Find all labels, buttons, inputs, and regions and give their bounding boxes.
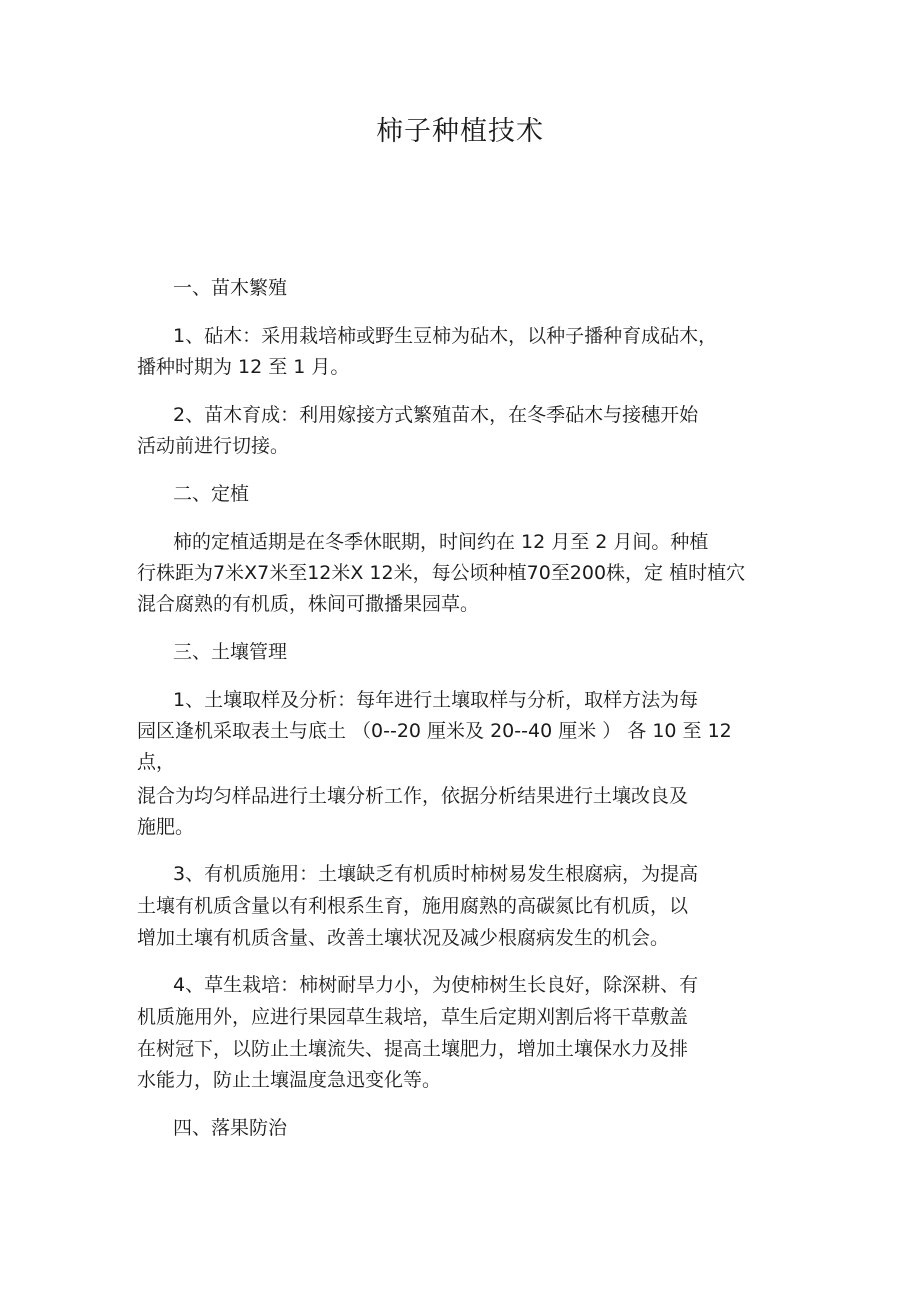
section-heading-fruit-drop-prevention: 四、落果防治 bbox=[173, 1117, 288, 1139]
document-title: 柿子种植技术 bbox=[376, 116, 544, 147]
paragraph-line: 播种时期为 12 至 1 月。 bbox=[137, 356, 350, 378]
section-heading-soil-management: 三、土壤管理 bbox=[173, 641, 288, 663]
paragraph-line: 机质施用外，应进行果园草生栽培，草生后定期刈割后将干草敷盖 bbox=[137, 1006, 689, 1028]
paragraph-line: 4、草生栽培：柿树耐旱力小，为使柿树生长良好，除深耕、有 bbox=[173, 974, 699, 996]
paragraph-line: 1、土壤取样及分析：每年进行土壤取样与分析，取样方法为每 bbox=[173, 689, 699, 711]
paragraph-line: 行株距为7米X7米至12米X 12米，每公顷种植70至200株，定 植时植穴 bbox=[137, 562, 746, 584]
paragraph-line: 增加土壤有机质含量、改善土壤状况及减少根腐病发生的机会。 bbox=[137, 927, 670, 949]
paragraph-line: 水能力，防止土壤温度急迅变化等。 bbox=[137, 1069, 442, 1091]
paragraph-line: 1、砧木：采用栽培柿或野生豆柿为砧木，以种子播种育成砧木， bbox=[173, 325, 718, 347]
paragraph-line: 活动前进行切接。 bbox=[137, 435, 290, 457]
paragraph-line: 3、有机质施用：土壤缺乏有机质时柿树易发生根腐病，为提高 bbox=[173, 863, 699, 885]
paragraph-line: 园区逢机采取表土与底土 （0--20 厘米及 20--40 厘米 ） 各 10 至 12 bbox=[137, 720, 732, 742]
section-heading-planting: 二、定植 bbox=[173, 483, 250, 505]
paragraph-line: 施肥。 bbox=[137, 816, 195, 838]
paragraph-line: 混合为均匀样品进行土壤分析工作，依据分析结果进行土壤改良及 bbox=[137, 785, 689, 807]
section-heading-seedling-propagation: 一、苗木繁殖 bbox=[173, 277, 288, 299]
paragraph-line: 点， bbox=[137, 751, 176, 773]
paragraph-line: 2、苗木育成：利用嫁接方式繁殖苗木，在冬季砧木与接穗开始 bbox=[173, 404, 699, 426]
paragraph-line: 混合腐熟的有机质，株间可撒播果园草。 bbox=[137, 593, 480, 615]
paragraph-line: 在树冠下，以防止土壤流失、提高土壤肥力，增加土壤保水力及排 bbox=[137, 1038, 689, 1060]
paragraph-line: 柿的定植适期是在冬季休眠期，时间约在 12 月至 2 月间。种植 bbox=[173, 531, 709, 553]
paragraph-line: 土壤有机质含量以有利根系生育，施用腐熟的高碳氮比有机质，以 bbox=[137, 895, 689, 917]
